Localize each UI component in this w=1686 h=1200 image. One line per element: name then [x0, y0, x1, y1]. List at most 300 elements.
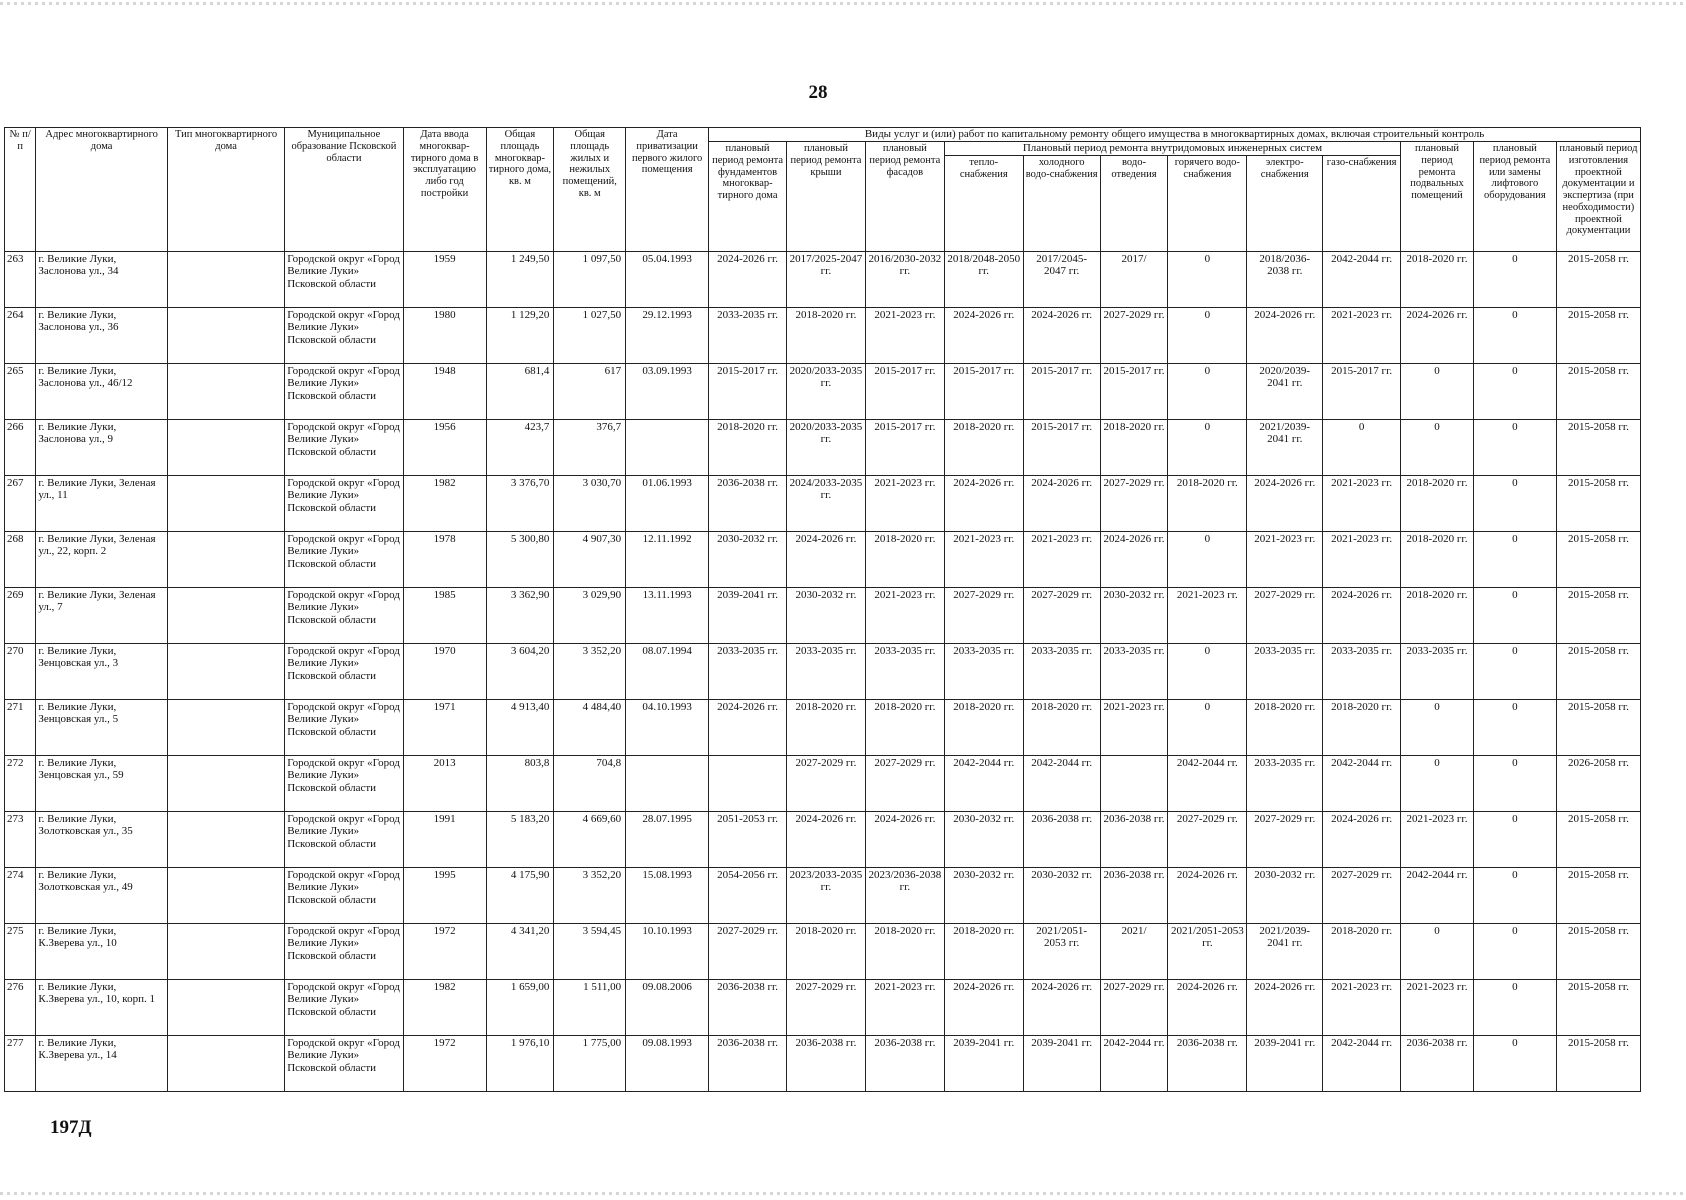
cell-building-type — [167, 644, 284, 700]
cell-total-area: 4 913,40 — [486, 700, 554, 756]
cell-municipality: Городской округ «Город Великие Луки» Псковской области — [285, 308, 403, 364]
cell-facade-period: 2021-2023 гг. — [865, 980, 944, 1036]
cell-commission-year: 1970 — [403, 644, 486, 700]
cell-design-period: 2015-2058 гг. — [1556, 812, 1640, 868]
table-row — [5, 756, 1641, 812]
cell-address: г. Великие Луки, Зенцовская ул., 59 — [36, 756, 168, 812]
cell-basement-period: 0 — [1401, 756, 1474, 812]
cell-basement-period: 2018-2020 гг. — [1401, 476, 1474, 532]
cell-design-period: 2015-2058 гг. — [1556, 644, 1640, 700]
cell-elevator-period: 0 — [1473, 756, 1556, 812]
cell-heat-period: 2039-2041 гг. — [944, 1036, 1023, 1092]
cell-building-type — [167, 308, 284, 364]
cell-basement-period: 0 — [1401, 700, 1474, 756]
cell-privatization-date: 08.07.1994 — [626, 644, 709, 700]
cell-electric-period: 2021/2039-2041 гг. — [1247, 924, 1323, 980]
cell-cold-water-period: 2015-2017 гг. — [1023, 420, 1100, 476]
cell-sewer-period: 2030-2032 гг. — [1100, 588, 1168, 644]
cell-privatization-date: 12.11.1992 — [626, 532, 709, 588]
cell-number: 263 — [5, 252, 36, 308]
cell-commission-year: 1982 — [403, 476, 486, 532]
cell-facade-period: 2018-2020 гг. — [865, 700, 944, 756]
cell-privatization-date: 05.04.1993 — [626, 252, 709, 308]
cell-facade-period: 2015-2017 гг. — [865, 364, 944, 420]
cell-electric-period: 2018-2020 гг. — [1247, 700, 1323, 756]
cell-sewer-period: 2042-2044 гг. — [1100, 1036, 1168, 1092]
cell-address: г. Великие Луки, Заслонова ул., 34 — [36, 252, 168, 308]
cell-basement-period: 2042-2044 гг. — [1401, 868, 1474, 924]
cell-cold-water-period: 2021-2023 гг. — [1023, 532, 1100, 588]
cell-total-area: 5 183,20 — [486, 812, 554, 868]
cell-gas-period: 2033-2035 гг. — [1323, 644, 1401, 700]
header-basement: плановый период ремонта подвальных помещений — [1401, 142, 1474, 252]
cell-municipality: Городской округ «Город Великие Луки» Псковской области — [285, 364, 403, 420]
cell-commission-year: 2013 — [403, 756, 486, 812]
cell-total-area: 1 659,00 — [486, 980, 554, 1036]
cell-roof-period: 2024/2033-2035 гг. — [787, 476, 866, 532]
cell-privatization-date: 28.07.1995 — [626, 812, 709, 868]
cell-basement-period: 2018-2020 гг. — [1401, 588, 1474, 644]
table-row — [5, 700, 1641, 756]
cell-design-period: 2015-2058 гг. — [1556, 420, 1640, 476]
cell-basement-period: 2018-2020 гг. — [1401, 532, 1474, 588]
cell-cold-water-period: 2017/2045-2047 гг. — [1023, 252, 1100, 308]
cell-sewer-period: 2017/ — [1100, 252, 1168, 308]
cell-total-area: 1 976,10 — [486, 1036, 554, 1092]
cell-commission-year: 1980 — [403, 308, 486, 364]
scan-edge-top — [0, 2, 1686, 5]
cell-sewer-period: 2036-2038 гг. — [1100, 812, 1168, 868]
cell-foundation-period: 2018-2020 гг. — [709, 420, 787, 476]
cell-heat-period: 2024-2026 гг. — [944, 980, 1023, 1036]
cell-municipality: Городской округ «Город Великие Луки» Псковской области — [285, 700, 403, 756]
cell-address: г. Великие Луки, К.Зверева ул., 10 — [36, 924, 168, 980]
cell-hot-water-period: 2042-2044 гг. — [1168, 756, 1247, 812]
cell-heat-period: 2030-2032 гг. — [944, 812, 1023, 868]
cell-foundation-period: 2033-2035 гг. — [709, 308, 787, 364]
cell-cold-water-period: 2036-2038 гг. — [1023, 812, 1100, 868]
cell-foundation-period: 2051-2053 гг. — [709, 812, 787, 868]
cell-foundation-period: 2036-2038 гг. — [709, 980, 787, 1036]
cell-building-type — [167, 1036, 284, 1092]
cell-electric-period: 2024-2026 гг. — [1247, 980, 1323, 1036]
cell-privatization-date — [626, 420, 709, 476]
cell-total-area: 4 175,90 — [486, 868, 554, 924]
cell-elevator-period: 0 — [1473, 700, 1556, 756]
page-number: 28 — [808, 82, 828, 103]
cell-address: г. Великие Луки, Зенцовская ул., 5 — [36, 700, 168, 756]
cell-hot-water-period: 0 — [1168, 364, 1247, 420]
table-row — [5, 308, 1641, 364]
cell-privatization-date: 01.06.1993 — [626, 476, 709, 532]
cell-number: 264 — [5, 308, 36, 364]
cell-address: г. Великие Луки, Зеленая ул., 22, корп. 2 — [36, 532, 168, 588]
cell-address: г. Великие Луки, Золотковская ул., 35 — [36, 812, 168, 868]
cell-total-area: 681,4 — [486, 364, 554, 420]
cell-municipality: Городской округ «Город Великие Луки» Псковской области — [285, 476, 403, 532]
header-heat: тепло-снабжения — [944, 156, 1023, 252]
cell-privatization-date: 04.10.1993 — [626, 700, 709, 756]
cell-number: 269 — [5, 588, 36, 644]
cell-gas-period: 2024-2026 гг. — [1323, 588, 1401, 644]
cell-design-period: 2015-2058 гг. — [1556, 1036, 1640, 1092]
cell-municipality: Городской округ «Город Великие Луки» Псковской области — [285, 588, 403, 644]
cell-elevator-period: 0 — [1473, 532, 1556, 588]
cell-hot-water-period: 0 — [1168, 644, 1247, 700]
cell-roof-period: 2027-2029 гг. — [787, 756, 866, 812]
cell-building-type — [167, 980, 284, 1036]
cell-electric-period: 2024-2026 гг. — [1247, 476, 1323, 532]
cell-design-period: 2015-2058 гг. — [1556, 476, 1640, 532]
cell-address: г. Великие Луки, Зенцовская ул., 3 — [36, 644, 168, 700]
cell-basement-period: 2024-2026 гг. — [1401, 308, 1474, 364]
cell-sewer-period: 2015-2017 гг. — [1100, 364, 1168, 420]
cell-privatization-date: 09.08.2006 — [626, 980, 709, 1036]
cell-hot-water-period: 2024-2026 гг. — [1168, 868, 1247, 924]
header-foundation: плановый период ремонта фундаментов многоквар-тирного дома — [709, 142, 787, 252]
cell-total-area: 4 341,20 — [486, 924, 554, 980]
header-sewer: водо-отведения — [1100, 156, 1168, 252]
cell-municipality: Городской округ «Город Великие Луки» Псковской области — [285, 644, 403, 700]
cell-cold-water-period: 2027-2029 гг. — [1023, 588, 1100, 644]
header-electric: электро-снабжения — [1247, 156, 1323, 252]
cell-cold-water-period: 2033-2035 гг. — [1023, 644, 1100, 700]
cell-total-area: 803,8 — [486, 756, 554, 812]
cell-address: г. Великие Луки, Заслонова ул., 36 — [36, 308, 168, 364]
cell-commission-year: 1995 — [403, 868, 486, 924]
cell-gas-period: 0 — [1323, 420, 1401, 476]
cell-heat-period: 2018/2048-2050 гг. — [944, 252, 1023, 308]
cell-foundation-period: 2024-2026 гг. — [709, 700, 787, 756]
cell-commission-year: 1948 — [403, 364, 486, 420]
cell-municipality: Городской округ «Город Великие Луки» Псковской области — [285, 252, 403, 308]
cell-address: г. Великие Луки, Заслонова ул., 9 — [36, 420, 168, 476]
cell-commission-year: 1982 — [403, 980, 486, 1036]
cell-sewer-period: 2021-2023 гг. — [1100, 700, 1168, 756]
header-facade: плановый период ремонта фасадов — [865, 142, 944, 252]
cell-number: 277 — [5, 1036, 36, 1092]
header-address: Адрес многоквартирного дома — [36, 128, 168, 252]
cell-heat-period: 2018-2020 гг. — [944, 924, 1023, 980]
cell-building-type — [167, 588, 284, 644]
cell-building-type — [167, 364, 284, 420]
cell-cold-water-period: 2018-2020 гг. — [1023, 700, 1100, 756]
cell-hot-water-period: 0 — [1168, 252, 1247, 308]
cell-building-type — [167, 532, 284, 588]
cell-roof-period: 2018-2020 гг. — [787, 308, 866, 364]
header-num: № п/п — [5, 128, 36, 252]
cell-facade-period: 2021-2023 гг. — [865, 588, 944, 644]
cell-design-period: 2015-2058 гг. — [1556, 588, 1640, 644]
cell-basement-period: 2033-2035 гг. — [1401, 644, 1474, 700]
cell-address: г. Великие Луки, Заслонова ул., 46/12 — [36, 364, 168, 420]
cell-commission-year: 1959 — [403, 252, 486, 308]
cell-gas-period: 2018-2020 гг. — [1323, 700, 1401, 756]
cell-sewer-period: 2036-2038 гг. — [1100, 868, 1168, 924]
cell-gas-period: 2024-2026 гг. — [1323, 812, 1401, 868]
cell-electric-period: 2018/2036-2038 гг. — [1247, 252, 1323, 308]
table-row — [5, 364, 1641, 420]
cell-living-area: 4 669,60 — [554, 812, 626, 868]
cell-foundation-period — [709, 756, 787, 812]
cell-elevator-period: 0 — [1473, 308, 1556, 364]
cell-design-period: 2015-2058 гг. — [1556, 924, 1640, 980]
cell-basement-period: 2036-2038 гг. — [1401, 1036, 1474, 1092]
cell-privatization-date: 09.08.1993 — [626, 1036, 709, 1092]
cell-design-period: 2015-2058 гг. — [1556, 532, 1640, 588]
cell-roof-period: 2020/2033-2035 гг. — [787, 364, 866, 420]
cell-living-area: 3 352,20 — [554, 868, 626, 924]
cell-roof-period: 2033-2035 гг. — [787, 644, 866, 700]
header-hot-water: горячего водо-снабжения — [1168, 156, 1247, 252]
cell-electric-period: 2027-2029 гг. — [1247, 812, 1323, 868]
cell-roof-period: 2018-2020 гг. — [787, 924, 866, 980]
cell-gas-period: 2015-2017 гг. — [1323, 364, 1401, 420]
cell-commission-year: 1972 — [403, 924, 486, 980]
cell-roof-period: 2024-2026 гг. — [787, 812, 866, 868]
cell-commission-year: 1991 — [403, 812, 486, 868]
cell-roof-period: 2024-2026 гг. — [787, 532, 866, 588]
cell-facade-period: 2015-2017 гг. — [865, 420, 944, 476]
cell-electric-period: 2033-2035 гг. — [1247, 644, 1323, 700]
cell-basement-period: 0 — [1401, 420, 1474, 476]
cell-roof-period: 2017/2025-2047 гг. — [787, 252, 866, 308]
cell-number: 267 — [5, 476, 36, 532]
table-row — [5, 980, 1641, 1036]
cell-sewer-period: 2027-2029 гг. — [1100, 980, 1168, 1036]
cell-hot-water-period: 2036-2038 гг. — [1168, 1036, 1247, 1092]
cell-design-period: 2015-2058 гг. — [1556, 364, 1640, 420]
cell-municipality: Городской округ «Город Великие Луки» Псковской области — [285, 924, 403, 980]
cell-electric-period: 2027-2029 гг. — [1247, 588, 1323, 644]
header-living-area: Общая площадь жилых и нежилых помещений, кв. м — [554, 128, 626, 252]
cell-heat-period: 2015-2017 гг. — [944, 364, 1023, 420]
cell-gas-period: 2042-2044 гг. — [1323, 1036, 1401, 1092]
table-row — [5, 812, 1641, 868]
cell-living-area: 3 594,45 — [554, 924, 626, 980]
cell-roof-period: 2020/2033-2035 гг. — [787, 420, 866, 476]
cell-total-area: 1 249,50 — [486, 252, 554, 308]
cell-heat-period: 2018-2020 гг. — [944, 420, 1023, 476]
cell-facade-period: 2018-2020 гг. — [865, 532, 944, 588]
cell-foundation-period: 2024-2026 гг. — [709, 252, 787, 308]
cell-address: г. Великие Луки, Зеленая ул., 7 — [36, 588, 168, 644]
cell-design-period: 2015-2058 гг. — [1556, 252, 1640, 308]
table-row — [5, 1036, 1641, 1092]
cell-living-area: 376,7 — [554, 420, 626, 476]
cell-municipality: Городской округ «Город Великие Луки» Псковской области — [285, 1036, 403, 1092]
cell-design-period: 2015-2058 гг. — [1556, 700, 1640, 756]
cell-heat-period: 2033-2035 гг. — [944, 644, 1023, 700]
cell-electric-period: 2021-2023 гг. — [1247, 532, 1323, 588]
cell-commission-year: 1971 — [403, 700, 486, 756]
cell-roof-period: 2023/2033-2035 гг. — [787, 868, 866, 924]
cell-heat-period: 2027-2029 гг. — [944, 588, 1023, 644]
cell-elevator-period: 0 — [1473, 364, 1556, 420]
cell-privatization-date: 29.12.1993 — [626, 308, 709, 364]
table-row — [5, 868, 1641, 924]
cell-facade-period: 2021-2023 гг. — [865, 308, 944, 364]
cell-total-area: 3 604,20 — [486, 644, 554, 700]
cell-facade-period: 2027-2029 гг. — [865, 756, 944, 812]
cell-privatization-date: 03.09.1993 — [626, 364, 709, 420]
cell-living-area: 3 030,70 — [554, 476, 626, 532]
cell-commission-year: 1972 — [403, 1036, 486, 1092]
cell-number: 270 — [5, 644, 36, 700]
header-systems-group: Плановый период ремонта внутридомовых инженерных систем — [944, 142, 1400, 156]
cell-address: г. Великие Луки, К.Зверева ул., 10, корп. 1 — [36, 980, 168, 1036]
table-header — [5, 128, 1641, 252]
cell-living-area: 3 352,20 — [554, 644, 626, 700]
cell-basement-period: 0 — [1401, 924, 1474, 980]
cell-cold-water-period: 2024-2026 гг. — [1023, 308, 1100, 364]
cell-building-type — [167, 756, 284, 812]
cell-electric-period: 2030-2032 гг. — [1247, 868, 1323, 924]
cell-municipality: Городской округ «Город Великие Луки» Псковской области — [285, 532, 403, 588]
cell-elevator-period: 0 — [1473, 868, 1556, 924]
cell-elevator-period: 0 — [1473, 588, 1556, 644]
cell-heat-period: 2021-2023 гг. — [944, 532, 1023, 588]
header-total-area: Общая площадь многоквар-тирного дома, кв. м — [486, 128, 554, 252]
cell-electric-period: 2020/2039-2041 гг. — [1247, 364, 1323, 420]
cell-basement-period: 2021-2023 гг. — [1401, 812, 1474, 868]
header-works-group: Виды услуг и (или) работ по капитальному ремонту общего имущества в многоквартирных домах, включая строительный контроль — [709, 128, 1641, 142]
header-municipality: Муниципальное образование Псковской области — [285, 128, 403, 252]
cell-municipality: Городской округ «Город Великие Луки» Псковской области — [285, 756, 403, 812]
table-row — [5, 476, 1641, 532]
cell-elevator-period: 0 — [1473, 924, 1556, 980]
cell-building-type — [167, 812, 284, 868]
cell-hot-water-period: 2021-2023 гг. — [1168, 588, 1247, 644]
cell-building-type — [167, 700, 284, 756]
cell-number: 266 — [5, 420, 36, 476]
cell-living-area: 1 511,00 — [554, 980, 626, 1036]
cell-sewer-period: 2027-2029 гг. — [1100, 476, 1168, 532]
cell-basement-period: 0 — [1401, 364, 1474, 420]
cell-roof-period: 2030-2032 гг. — [787, 588, 866, 644]
cell-number: 272 — [5, 756, 36, 812]
cell-foundation-period: 2027-2029 гг. — [709, 924, 787, 980]
cell-building-type — [167, 252, 284, 308]
cell-building-type — [167, 476, 284, 532]
cell-privatization-date — [626, 756, 709, 812]
cell-gas-period: 2018-2020 гг. — [1323, 924, 1401, 980]
cell-elevator-period: 0 — [1473, 1036, 1556, 1092]
cell-basement-period: 2021-2023 гг. — [1401, 980, 1474, 1036]
cell-foundation-period: 2039-2041 гг. — [709, 588, 787, 644]
cell-foundation-period: 2036-2038 гг. — [709, 1036, 787, 1092]
cell-facade-period: 2018-2020 гг. — [865, 924, 944, 980]
cell-living-area: 1 775,00 — [554, 1036, 626, 1092]
cell-address: г. Великие Луки, К.Зверева ул., 14 — [36, 1036, 168, 1092]
cell-living-area: 1 027,50 — [554, 308, 626, 364]
cell-hot-water-period: 2027-2029 гг. — [1168, 812, 1247, 868]
cell-design-period: 2015-2058 гг. — [1556, 308, 1640, 364]
table-row — [5, 588, 1641, 644]
cell-privatization-date: 10.10.1993 — [626, 924, 709, 980]
cell-roof-period: 2027-2029 гг. — [787, 980, 866, 1036]
cell-sewer-period: 2024-2026 гг. — [1100, 532, 1168, 588]
table-body — [5, 252, 1641, 1092]
cell-gas-period: 2021-2023 гг. — [1323, 476, 1401, 532]
cell-living-area: 4 907,30 — [554, 532, 626, 588]
cell-roof-period: 2036-2038 гг. — [787, 1036, 866, 1092]
table-row — [5, 532, 1641, 588]
scan-edge-bottom — [0, 1192, 1686, 1195]
cell-heat-period: 2024-2026 гг. — [944, 308, 1023, 364]
cell-cold-water-period: 2021/2051-2053 гг. — [1023, 924, 1100, 980]
cell-living-area: 617 — [554, 364, 626, 420]
cell-cold-water-period: 2024-2026 гг. — [1023, 476, 1100, 532]
cell-living-area: 4 484,40 — [554, 700, 626, 756]
cell-total-area: 3 376,70 — [486, 476, 554, 532]
cell-facade-period: 2021-2023 гг. — [865, 476, 944, 532]
table-row — [5, 644, 1641, 700]
cell-sewer-period: 2021/ — [1100, 924, 1168, 980]
cell-sewer-period: 2027-2029 гг. — [1100, 308, 1168, 364]
cell-commission-year: 1978 — [403, 532, 486, 588]
cell-number: 271 — [5, 700, 36, 756]
repair-schedule-table — [4, 127, 1641, 1092]
table-row — [5, 252, 1641, 308]
cell-cold-water-period: 2042-2044 гг. — [1023, 756, 1100, 812]
cell-foundation-period: 2036-2038 гг. — [709, 476, 787, 532]
cell-heat-period: 2024-2026 гг. — [944, 476, 1023, 532]
header-design: плановый период изготовления проектной документации и экспертиза (при необходимости) проектной документации — [1556, 142, 1640, 252]
cell-number: 276 — [5, 980, 36, 1036]
cell-total-area: 3 362,90 — [486, 588, 554, 644]
cell-roof-period: 2018-2020 гг. — [787, 700, 866, 756]
header-elevator: плановый период ремонта или замены лифтового оборудования — [1473, 142, 1556, 252]
cell-hot-water-period: 0 — [1168, 532, 1247, 588]
cell-hot-water-period: 2024-2026 гг. — [1168, 980, 1247, 1036]
cell-hot-water-period: 2018-2020 гг. — [1168, 476, 1247, 532]
cell-heat-period: 2042-2044 гг. — [944, 756, 1023, 812]
cell-total-area: 5 300,80 — [486, 532, 554, 588]
cell-foundation-period: 2030-2032 гг. — [709, 532, 787, 588]
cell-living-area: 3 029,90 — [554, 588, 626, 644]
cell-facade-period: 2036-2038 гг. — [865, 1036, 944, 1092]
cell-facade-period: 2033-2035 гг. — [865, 644, 944, 700]
cell-cold-water-period: 2039-2041 гг. — [1023, 1036, 1100, 1092]
cell-number: 273 — [5, 812, 36, 868]
cell-design-period: 2015-2058 гг. — [1556, 980, 1640, 1036]
cell-cold-water-period: 2030-2032 гг. — [1023, 868, 1100, 924]
cell-electric-period: 2033-2035 гг. — [1247, 756, 1323, 812]
cell-sewer-period: 2018-2020 гг. — [1100, 420, 1168, 476]
cell-foundation-period: 2033-2035 гг. — [709, 644, 787, 700]
cell-hot-water-period: 2021/2051-2053 гг. — [1168, 924, 1247, 980]
document-code: 197Д — [50, 1117, 92, 1138]
table-row — [5, 924, 1641, 980]
header-commission-date: Дата ввода многоквар-тирного дома в эксплуатацию либо год постройки — [403, 128, 486, 252]
cell-commission-year: 1956 — [403, 420, 486, 476]
cell-elevator-period: 0 — [1473, 980, 1556, 1036]
cell-municipality: Городской округ «Город Великие Луки» Псковской области — [285, 420, 403, 476]
cell-number: 275 — [5, 924, 36, 980]
cell-electric-period: 2024-2026 гг. — [1247, 308, 1323, 364]
cell-privatization-date: 15.08.1993 — [626, 868, 709, 924]
header-roof: плановый период ремонта крыши — [787, 142, 866, 252]
cell-electric-period: 2021/2039-2041 гг. — [1247, 420, 1323, 476]
cell-elevator-period: 0 — [1473, 252, 1556, 308]
cell-commission-year: 1985 — [403, 588, 486, 644]
cell-cold-water-period: 2024-2026 гг. — [1023, 980, 1100, 1036]
cell-elevator-period: 0 — [1473, 812, 1556, 868]
cell-number: 274 — [5, 868, 36, 924]
cell-foundation-period: 2054-2056 гг. — [709, 868, 787, 924]
cell-gas-period: 2042-2044 гг. — [1323, 756, 1401, 812]
